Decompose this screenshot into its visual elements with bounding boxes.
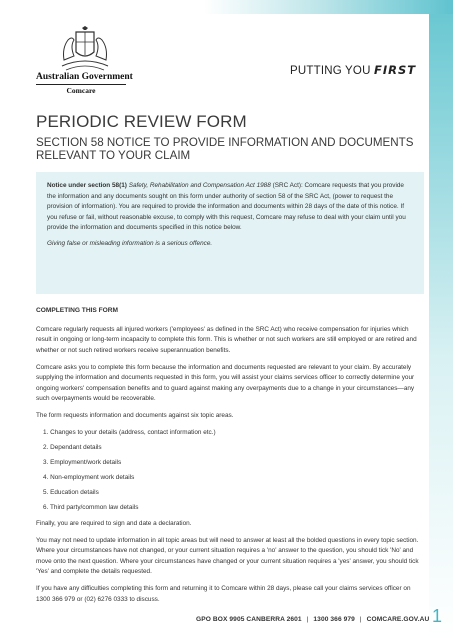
notice-text bbox=[47, 181, 413, 234]
notice-body: (SRC Act): Comcare requests that you provide the information and any documents sought on this form under authority of section 58 of the SRC Act, (power to request the provision of information). You are required to provide the information and documents within 28 days of the date of this notice. If you refuse or fail, without reasonable excuse, to comply with this request, Comcare may refuse to deal with your claim until you provide the information and documents specified in this notice below. bbox=[47, 182, 406, 232]
completing-section bbox=[36, 306, 424, 612]
notice-lead: Notice under section 58(1) bbox=[47, 182, 127, 189]
agency-name: Comcare bbox=[66, 86, 96, 95]
footer-phone: 1300 366 979 bbox=[313, 616, 355, 623]
tagline-plain: PUTTING YOU bbox=[290, 65, 371, 77]
footer-website: COMCARE.GOV.AU bbox=[366, 616, 430, 623]
footer-separator: | bbox=[359, 616, 362, 623]
government-rule bbox=[36, 84, 126, 85]
list-item: 3. Employment/work details bbox=[43, 459, 122, 466]
completing-heading: COMPLETING THIS FORM bbox=[36, 307, 119, 314]
government-name: Australian Government bbox=[36, 72, 133, 82]
list-item: 1. Changes to your details (address, contact information etc.) bbox=[43, 429, 216, 436]
paragraph: You may not need to update information in all topic areas but will need to answer at least all the bolded questions in every topic section. Where your circumstances have not changed, or your current situation requires a 'no' answer to the question, you should tick 'No' and move onto the next question. Where your circumstances have changed or your current situation requires a 'yes' answer, you should tick 'Yes' and complete the details requested. bbox=[36, 536, 419, 575]
paragraph: Finally, you are required to sign and date a declaration. bbox=[36, 519, 192, 527]
page-number: 1 bbox=[432, 606, 443, 626]
paragraph: Comcare regularly requests all injured workers ('employees' as defined in the SRC Act) who receive compensation for injuries which result in ongoing or long-term incapacity to complete this form. This is whether or not such workers are still employed or are retired and whether or not such retired workers receive superannuation benefits. bbox=[36, 325, 417, 354]
list-item: 2. Dependant details bbox=[43, 444, 102, 451]
list-item: 5. Education details bbox=[43, 489, 99, 496]
form-subtitle: SECTION 58 NOTICE TO PROVIDE INFORMATION AND DOCUMENTS RELEVANT TO YOUR CLAIM bbox=[36, 136, 414, 162]
notice-warning: Giving false or misleading information is a serious offence. bbox=[47, 239, 213, 247]
tagline-emphasis: FIRST bbox=[373, 63, 417, 77]
list-item: 4. Non-employment work details bbox=[43, 474, 135, 481]
top-banner bbox=[0, 0, 453, 14]
coat-of-arms-icon bbox=[56, 26, 114, 72]
paragraph: If you have any difficulties completing this form and returning it to Comcare within 28 days, please call your claims services officer on 1300 366 979 or (02) 6276 0333 to discuss. bbox=[36, 585, 411, 603]
footer-separator: | bbox=[306, 616, 309, 623]
paragraph: The form requests information and documents against six topic areas. bbox=[36, 412, 234, 419]
paragraph: Comcare asks you to complete this form because the information and documents requested are relevant to your claim. By accurately supplying the information and documents requested in this form, you will assist your claims services officer to correctly determine your ongoing workers' compensation benefits and to guard against making any overpayments due to a change in your circumstances—any such overpayments would be recoverable. bbox=[36, 363, 415, 402]
section-58-notice bbox=[36, 172, 424, 294]
list-item: 6. Third party/common law details bbox=[43, 504, 139, 511]
footer-contact bbox=[196, 616, 429, 623]
topic-area-list bbox=[36, 428, 424, 514]
footer-address: GPO BOX 9905 CANBERRA 2601 bbox=[196, 616, 302, 623]
notice-act: Safety, Rehabilitation and Compensation Act 1988 bbox=[128, 182, 271, 189]
right-edge-band bbox=[429, 14, 453, 640]
form-title: PERIODIC REVIEW FORM bbox=[36, 112, 247, 131]
tagline bbox=[290, 63, 416, 77]
